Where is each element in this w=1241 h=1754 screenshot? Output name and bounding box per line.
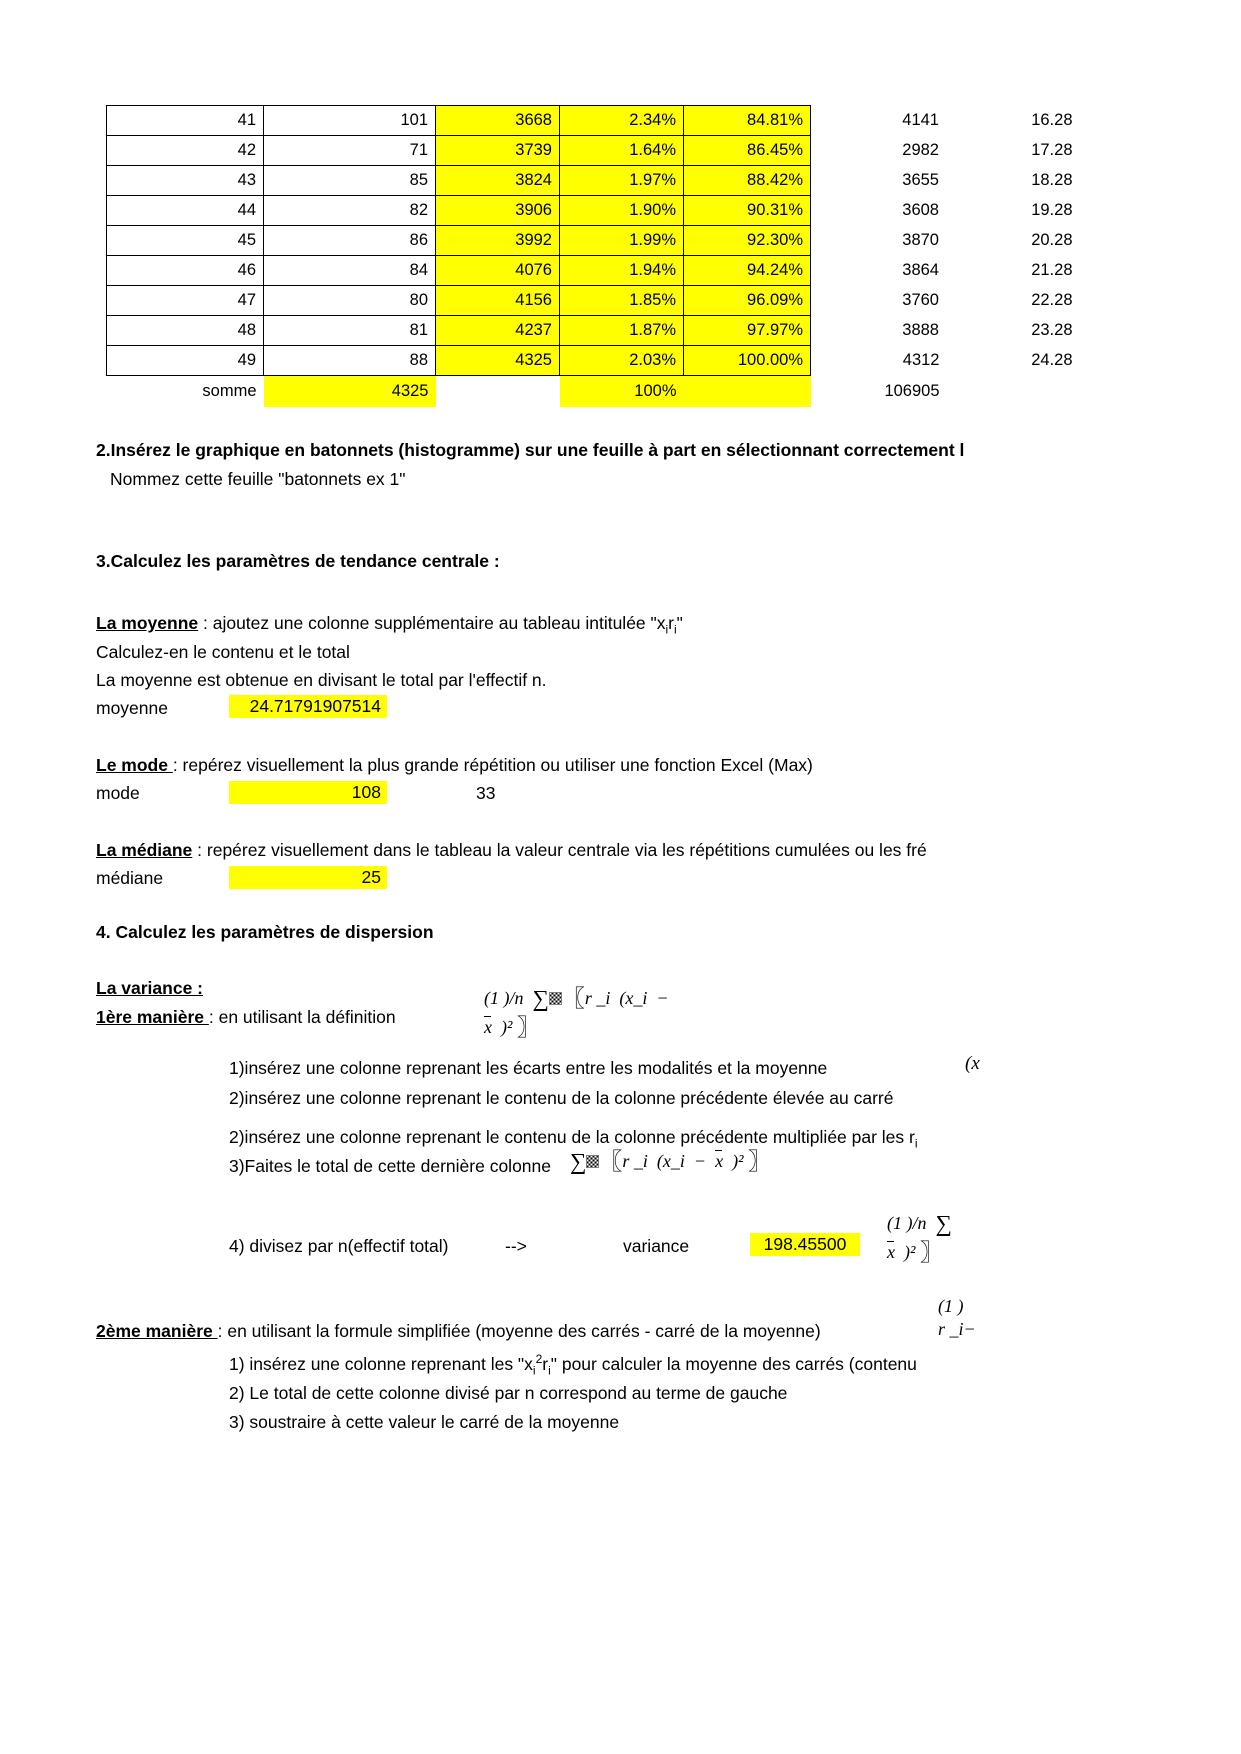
variance-definition-formula xyxy=(484,985,669,1043)
question-4-heading: 4. Calculez les paramètres de dispersion xyxy=(96,922,434,942)
moyenne-text-c: " xyxy=(676,613,683,633)
cell-freq-cumulee: 100.00% xyxy=(684,346,811,376)
maniere2-text: : en utilisant la formule simplifiée (moyenne des carrés - carré de la moyenne) xyxy=(217,1321,821,1341)
formula4-l2-text: r _i− xyxy=(938,1318,976,1339)
mediane-text: : repérez visuellement dans le tableau la valeur centrale via les répétitions cumulées ou les fré xyxy=(192,840,927,860)
cell-frequence: 1.97% xyxy=(560,166,684,196)
m2-step1-sub: i xyxy=(548,1363,551,1378)
cell-xiri: 3655 xyxy=(902,171,939,189)
variance-label: La variance : xyxy=(96,978,203,998)
cell-ecart: 21.28 xyxy=(1031,261,1073,279)
total-freq-cumulee-empty xyxy=(684,376,811,408)
formula3-line2: x )² 〗 xyxy=(887,1239,943,1265)
formula1-line1: (1 )/n ∑ 〖r _i (x_i − xyxy=(484,986,669,1011)
table-total-row xyxy=(107,376,1080,408)
total-repetitions: 4325 xyxy=(264,376,436,408)
cell-ecart: 23.28 xyxy=(1031,321,1073,339)
cell-index: 48 xyxy=(107,316,264,346)
total-cumul-empty xyxy=(436,376,560,408)
total-frequence: 100% xyxy=(560,376,684,408)
cell-repetitions: 86 xyxy=(264,226,436,256)
cell-cumul: 3668 xyxy=(436,106,560,136)
cell-freq-cumulee: 97.97% xyxy=(684,316,811,346)
mediane-label: La médiane xyxy=(96,840,193,860)
maniere2-step-1 xyxy=(229,1352,917,1379)
moyenne-text-a: : ajoutez une colonne supplémentaire au tableau intitulée "x xyxy=(198,613,666,633)
cell-frequence: 1.85% xyxy=(560,286,684,316)
mode-label: Le mode xyxy=(96,755,173,775)
cell-ecart: 22.28 xyxy=(1031,291,1073,309)
variance-word: variance xyxy=(623,1236,690,1256)
mode-result-label: mode xyxy=(96,783,140,803)
cell-index: 41 xyxy=(107,106,264,136)
cell-freq-cumulee: 90.31% xyxy=(684,196,811,226)
formula4-l1-text: (1 ) xyxy=(938,1296,964,1316)
cell-ecart: 18.28 xyxy=(1031,171,1073,189)
mediane-line xyxy=(96,839,927,862)
variance-step-1: 1)insérez une colonne reprenant les écarts entre les modalités et la moyenne xyxy=(229,1058,828,1078)
frequency-table xyxy=(106,105,1080,407)
mode-line xyxy=(96,754,813,777)
cell-ecart: 16.28 xyxy=(1031,111,1073,129)
cell-xiri: 3888 xyxy=(902,321,939,339)
maniere1-text: : en utilisant la définition xyxy=(208,1007,396,1027)
variance-step-5: 4) divisez par n(effectif total) xyxy=(229,1236,449,1256)
cell-repetitions: 82 xyxy=(264,196,436,226)
cell-cumul: 4156 xyxy=(436,286,560,316)
table-row xyxy=(107,136,1080,166)
cell-xiri: 3870 xyxy=(902,231,939,249)
moyenne-value: 24.71791907514 xyxy=(229,695,387,718)
cell-xiri: 3608 xyxy=(902,201,939,219)
mode-extra-value: 33 xyxy=(476,783,496,803)
variance-result-formula xyxy=(887,1210,952,1268)
cell-frequence: 2.34% xyxy=(560,106,684,136)
cell-xiri: 2982 xyxy=(902,141,939,159)
cell-frequence: 1.94% xyxy=(560,256,684,286)
variance-step-3-text: 2)insérez une colonne reprenant le contenu de la colonne précédente multipliée par les r xyxy=(229,1127,915,1147)
cell-ecart: 19.28 xyxy=(1031,201,1073,219)
cell-frequence: 1.99% xyxy=(560,226,684,256)
moyenne-sub-i1: i xyxy=(665,622,669,637)
cell-frequence: 1.90% xyxy=(560,196,684,226)
cell-index: 42 xyxy=(107,136,264,166)
mediane-result-label: médiane xyxy=(96,868,164,888)
cell-cumul: 3906 xyxy=(436,196,560,226)
cell-repetitions: 88 xyxy=(264,346,436,376)
cell-xiri: 3864 xyxy=(902,261,939,279)
cell-freq-cumulee: 92.30% xyxy=(684,226,811,256)
cell-ecart: 24.28 xyxy=(1031,351,1073,369)
variance-step-2: 2)insérez une colonne reprenant le contenu de la colonne précédente élevée au carré xyxy=(229,1088,894,1108)
cell-freq-cumulee: 94.24% xyxy=(684,256,811,286)
variance-arrow: --> xyxy=(505,1236,527,1256)
cell-cumul: 3992 xyxy=(436,226,560,256)
cell-xiri: 3760 xyxy=(902,291,939,309)
moyenne-label: La moyenne xyxy=(96,613,199,633)
table-row xyxy=(107,106,1080,136)
cell-index: 45 xyxy=(107,226,264,256)
cell-freq-cumulee: 96.09% xyxy=(684,286,811,316)
table-row xyxy=(107,256,1080,286)
cell-repetitions: 81 xyxy=(264,316,436,346)
maniere2-step-2: 2) Le total de cette colonne divisé par n correspond au terme de gauche xyxy=(229,1383,788,1403)
table-row xyxy=(107,286,1080,316)
cell-repetitions: 84 xyxy=(264,256,436,286)
formula4-line1 xyxy=(938,1295,976,1318)
formula1-line2: x )² 〗 xyxy=(484,1014,540,1040)
total-ecart-empty xyxy=(947,376,1080,408)
cell-repetitions: 85 xyxy=(264,166,436,196)
cell-cumul: 3739 xyxy=(436,136,560,166)
cell-index: 43 xyxy=(107,166,264,196)
cell-repetitions: 101 xyxy=(264,106,436,136)
formula4-line2 xyxy=(938,1318,976,1341)
maniere2-line xyxy=(96,1320,821,1343)
cell-cumul: 4325 xyxy=(436,346,560,376)
mode-value: 108 xyxy=(229,781,387,804)
cell-freq-cumulee: 86.45% xyxy=(684,136,811,166)
hatch-block-icon xyxy=(549,992,562,1005)
cell-index: 46 xyxy=(107,256,264,286)
m2-step1-a: 1) insérez une colonne reprenant les "x xyxy=(229,1353,533,1374)
maniere1-line xyxy=(96,1006,396,1029)
moyenne-sub-i2: i xyxy=(674,622,677,637)
table-body xyxy=(107,106,1080,408)
cell-repetitions: 71 xyxy=(264,136,436,166)
cell-index: 44 xyxy=(107,196,264,226)
hatch-block-icon xyxy=(586,1155,599,1168)
total-xiri: 106905 xyxy=(884,381,940,400)
formula3-line1: (1 )/n ∑ xyxy=(887,1211,952,1236)
moyenne-text-b: r xyxy=(668,613,674,633)
cell-cumul: 4076 xyxy=(436,256,560,286)
variance-step-3-sub: i xyxy=(914,1136,918,1151)
cell-frequence: 2.03% xyxy=(560,346,684,376)
m2-step1-sub-i: i xyxy=(532,1363,536,1378)
cell-cumul: 3824 xyxy=(436,166,560,196)
variance-step-4: 3)Faites le total de cette dernière colonne xyxy=(229,1156,551,1176)
variance-value: 198.45500 xyxy=(750,1233,860,1256)
maniere2-label: 2ème manière xyxy=(96,1321,218,1341)
moyenne-result-label: moyenne xyxy=(96,698,168,718)
cell-index: 47 xyxy=(107,286,264,316)
cell-frequence: 1.64% xyxy=(560,136,684,166)
maniere2-step-3: 3) soustraire à cette valeur le carré de la moyenne xyxy=(229,1412,620,1432)
cell-ecart: 20.28 xyxy=(1031,231,1073,249)
moyenne-line2: Calculez-en le contenu et le total xyxy=(96,642,350,662)
question-2-line2: Nommez cette feuille "batonnets ex 1" xyxy=(110,469,406,489)
table-row xyxy=(107,226,1080,256)
cell-freq-cumulee: 84.81% xyxy=(684,106,811,136)
moyenne-line3: La moyenne est obtenue en divisant le total par l'effectif n. xyxy=(96,670,547,690)
table-row xyxy=(107,166,1080,196)
table-row xyxy=(107,316,1080,346)
maniere2-formula xyxy=(938,1295,976,1340)
cell-xiri: 4312 xyxy=(902,351,940,369)
mediane-value: 25 xyxy=(229,866,387,889)
cell-xiri: 4141 xyxy=(902,111,939,129)
table-row xyxy=(107,346,1080,376)
question-3-heading: 3.Calculez les paramètres de tendance centrale : xyxy=(96,551,500,571)
frequency-table-wrapper xyxy=(106,105,1116,407)
cell-repetitions: 80 xyxy=(264,286,436,316)
table-row xyxy=(107,196,1080,226)
question-2-heading: 2.Insérez le graphique en batonnets (histogramme) sur une feuille à part en sélectionnant correctement l xyxy=(96,440,965,460)
cell-ecart: 17.28 xyxy=(1031,141,1073,159)
moyenne-line xyxy=(96,612,683,638)
maniere1-label: 1ère manière xyxy=(96,1007,209,1027)
m2-step1-b: r xyxy=(542,1353,549,1374)
variance-sum-formula: ∑ 〖r _i (x_i − x )² 〗 xyxy=(570,1149,771,1174)
mode-text: : repérez visuellement la plus grande répétition ou utiliser une fonction Excel (Max) xyxy=(172,755,813,775)
cell-cumul: 4237 xyxy=(436,316,560,346)
cell-frequence: 1.87% xyxy=(560,316,684,346)
cell-freq-cumulee: 88.42% xyxy=(684,166,811,196)
total-label: somme xyxy=(202,382,257,400)
variance-step-1-formula: (x xyxy=(965,1053,980,1074)
m2-step1-c: " pour calculer la moyenne des carrés (contenu xyxy=(550,1353,917,1374)
m2-step1-sup-2: 2 xyxy=(535,1352,543,1366)
cell-index: 49 xyxy=(107,346,264,376)
